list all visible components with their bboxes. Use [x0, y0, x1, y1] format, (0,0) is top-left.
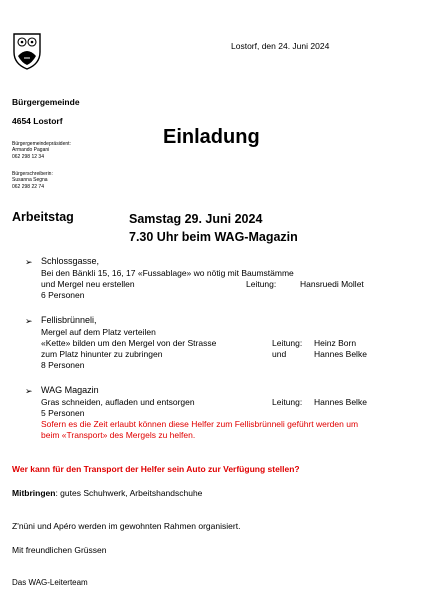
task-note: beim «Transport» des Mergels zu helfen.	[41, 430, 196, 440]
org-name: Bürgergemeinde	[12, 97, 80, 107]
task-line: Mergel auf dem Platz verteilen	[41, 327, 156, 337]
arrow-bullet-icon: ➢	[25, 316, 33, 326]
president-label: Bürgergemeindepräsident:	[12, 141, 71, 147]
leader-name: Hansruedi Mollet	[300, 279, 364, 289]
task-line: Gras schneiden, aufladen und entsorgen	[41, 397, 195, 407]
leader-name: Hannes Belke	[314, 349, 367, 359]
leader-name: Hannes Belke	[314, 397, 367, 407]
task-title: WAG Magazin	[41, 385, 99, 395]
mitbringen-label: Mitbringen	[12, 488, 56, 498]
date-line: Lostorf, den 24. Juni 2024	[231, 41, 330, 51]
leitung-label: Leitung:	[246, 279, 277, 289]
greeting: Mit freundlichen Grüssen	[12, 545, 107, 555]
clerk-label: Bürgerschreiberin:	[12, 171, 53, 177]
coat-of-arms-icon	[12, 32, 42, 70]
leitung-label: Leitung:	[272, 397, 303, 407]
arrow-bullet-icon: ➢	[25, 386, 33, 396]
president-block	[12, 141, 71, 160]
task-persons: 6 Personen	[41, 290, 85, 300]
signature: Das WAG-Leiterteam	[12, 578, 88, 587]
task-note: Sofern es die Zeit erlaubt können diese Helfer zum Fellisbrünneli geführt werden um	[41, 419, 359, 429]
president-phone: 062 298 12 34	[12, 153, 44, 160]
leader-name: Heinz Born	[314, 338, 357, 348]
arrow-bullet-icon: ➢	[25, 257, 33, 267]
transport-question: Wer kann für den Transport der Helfer sein Auto zur Verfügung stellen?	[12, 464, 300, 474]
mitbringen-text: : gutes Schuhwerk, Arbeitshandschuhe	[55, 488, 203, 498]
leitung-label: Leitung:	[272, 338, 303, 348]
leader-conjunction: und	[272, 349, 287, 359]
clerk-name: Susanna Segna	[12, 177, 48, 184]
mitbringen-line	[12, 488, 202, 498]
znueni-line: Z'nüni und Apéro werden im gewohnten Rahmen organisiert.	[12, 521, 241, 531]
task-title: Schlossgasse,	[41, 256, 100, 266]
event-datetime	[129, 210, 298, 246]
page-title: Einladung	[163, 126, 260, 148]
task-title: Fellisbrünneli,	[41, 315, 97, 325]
task-line: zum Platz hinunter zu zubringen	[41, 349, 163, 359]
task-line: und Mergel neu erstellen	[41, 279, 135, 289]
task-line: Bei den Bänkli 15, 16, 17 «Fussablage» wo nötig mit Baumstämme	[41, 268, 294, 278]
clerk-phone: 062 298 22 74	[12, 183, 44, 190]
president-name: Armando Pagani	[12, 147, 50, 154]
org-postcode: 4654 Lostorf	[12, 116, 63, 126]
task-persons: 8 Personen	[41, 360, 85, 370]
task-persons: 5 Personen	[41, 408, 85, 418]
event-label: Arbeitstag	[12, 210, 74, 224]
clerk-block	[12, 171, 53, 190]
task-line: «Kette» bilden um den Mergel von der Strasse	[41, 338, 217, 348]
event-date: Samstag 29. Juni 2024	[129, 212, 263, 226]
event-time-place: 7.30 Uhr beim WAG-Magazin	[129, 230, 298, 244]
